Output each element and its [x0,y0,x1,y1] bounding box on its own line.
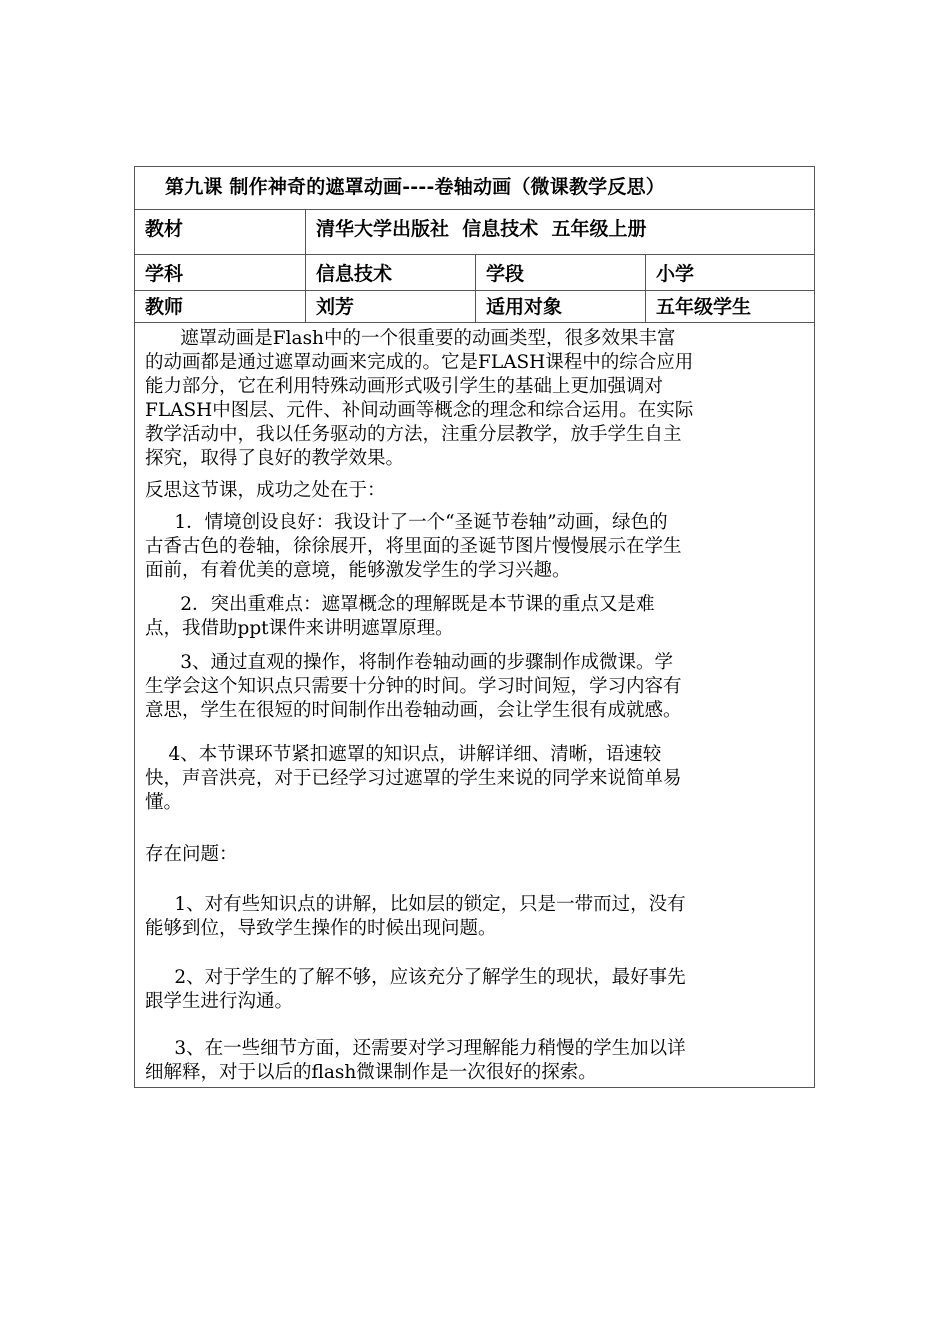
stage-label: 学段 [486,263,525,285]
teacher-label: 教师 [145,296,184,318]
text-line: 点，我借助ppt课件来讲明遮罩原理。 [145,618,454,639]
text-line: 3、在一些细节方面，还需要对学习理解能力稍慢的学生加以详 [145,1038,686,1059]
subject-label-cell [135,255,305,290]
text-line: 1．情境创设良好：我设计了一个“圣诞节卷轴”动画，绿色的 [145,512,668,533]
teacher-row [135,291,814,323]
text-line: 细解释，对于以后的flash微课制作是一次很好的探索。 [145,1062,597,1083]
text-line: 遮罩动画是Flash中的一个很重要的动画类型，很多效果丰富 [145,328,676,349]
audience-label-cell [475,291,645,322]
stage-label-cell [475,255,645,290]
text-line: 面前，有着优美的意境，能够激发学生的学习兴趣。 [145,560,571,581]
teacher-value: 刘芳 [316,296,355,318]
text-line: 古香古色的卷轴，徐徐展开，将里面的圣诞节图片慢慢展示在学生 [145,536,682,557]
subject-label: 学科 [145,263,184,285]
lesson-reflection-table [134,166,815,1088]
text-line: 4、本节课环节紧扣遮罩的知识点，讲解详细、清晰，语速较 [145,744,662,765]
text-line: 1、对有些知识点的讲解，比如层的锁定，只是一带而过，没有 [145,894,686,915]
subject-row [135,255,814,291]
subject-value-cell [305,255,475,290]
text-line: FLASH中图层、元件、补间动画等概念的理念和综合运用。在实际 [145,400,694,421]
text-line: 懂。 [145,792,183,813]
textbook-value: 清华大学出版社 信息技术 五年级上册 [316,218,647,240]
audience-value: 五年级学生 [656,296,752,318]
text-line: 能力部分，它在利用特殊动画形式吸引学生的基础上更加强调对 [145,376,664,397]
intro-paragraph [145,327,805,471]
title-row [135,167,814,210]
issue-3 [145,1037,805,1085]
document-title: 第九课 制作神奇的遮罩动画----卷轴动画（微课教学反思） [165,176,665,198]
text-line: 能够到位，导致学生操作的时候出现问题。 [145,918,497,939]
textbook-row [135,210,814,255]
reflect-heading [145,479,805,503]
text-line: 反思这节课，成功之处在于： [145,480,386,501]
stage-value-cell [645,255,815,290]
audience-label: 适用对象 [486,296,563,318]
issue-2 [145,966,805,1014]
success-point-3 [145,651,805,723]
text-line: 意思，学生在很短的时间制作出卷轴动画，会让学生很有成就感。 [145,700,682,721]
text-line: 跟学生进行沟通。 [145,991,294,1012]
reflection-body [135,323,814,1088]
text-line: 生学会这个知识点只需要十分钟的时间。学习时间短，学习内容有 [145,676,682,697]
text-line: 探究，取得了良好的教学效果。 [145,448,405,469]
stage-value: 小学 [656,263,695,285]
success-point-2 [145,593,805,641]
text-line: 快，声音洪亮，对于已经学习过遮罩的学生来说的同学来说简单易 [145,768,682,789]
text-line: 2．突出重难点：遮罩概念的理解既是本节课的重点又是难 [145,594,655,615]
subject-value: 信息技术 [316,263,393,285]
issue-1 [145,893,805,941]
teacher-label-cell [135,291,305,322]
text-line: 2、对于学生的了解不够，应该充分了解学生的现状，最好事先 [145,967,686,988]
text-line: 的动画都是通过遮罩动画来完成的。它是FLASH课程中的综合应用 [145,352,694,373]
text-line: 存在问题： [145,844,238,865]
issues-heading [145,843,805,867]
audience-value-cell [645,291,815,322]
textbook-value-cell [305,210,815,254]
text-line: 教学活动中，我以任务驱动的方法，注重分层教学，放手学生自主 [145,424,682,445]
text-line: 3、通过直观的操作，将制作卷轴动画的步骤制作成微课。学 [145,652,674,673]
success-point-1 [145,511,805,583]
textbook-label-cell [135,210,305,254]
teacher-value-cell [305,291,475,322]
success-point-4 [145,743,805,815]
textbook-label: 教材 [145,218,184,240]
